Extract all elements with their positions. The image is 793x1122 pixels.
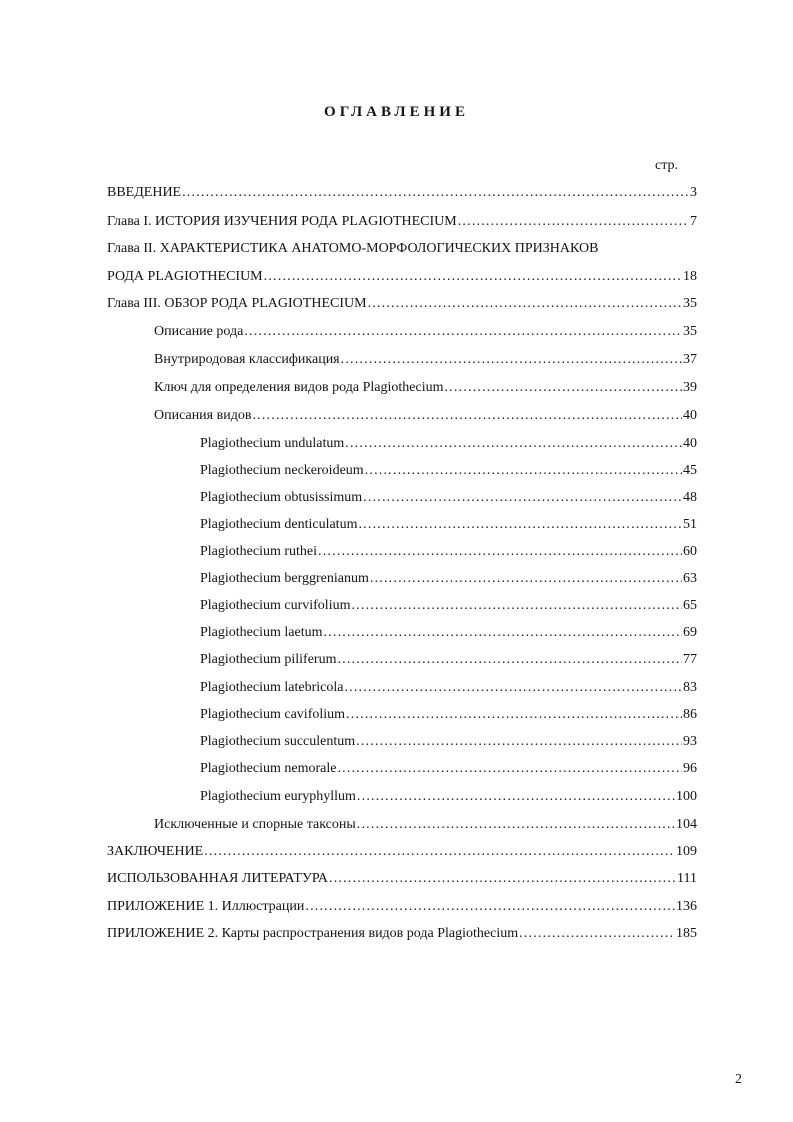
toc-entry [154,814,697,836]
toc-entry-page: 37 [683,352,697,367]
leader-dots [370,568,682,590]
leader-dots [337,758,682,780]
leader-dots [204,841,675,863]
toc-entry-page: 60 [683,544,697,559]
leader-dots [341,349,682,371]
toc-entry-title: Plagiothecium cavifolium [200,707,346,722]
page-number: 2 [735,1072,742,1087]
leader-dots [357,814,675,836]
leader-dots [444,377,682,399]
toc-entry-page: 51 [683,517,697,532]
toc-entry-page: 86 [683,707,697,722]
toc-entry-title: ИСПОЛЬЗОВАННАЯ ЛИТЕРАТУРА [107,871,328,886]
toc-entry [107,238,697,260]
toc-entry [200,514,697,536]
toc-entry [200,704,697,726]
page-title: ОГЛАВЛЕНИЕ [324,104,469,120]
toc-entry-page: 48 [683,490,697,505]
toc-entry [107,182,697,204]
leader-dots [329,868,676,890]
toc-entry-title: ЗАКЛЮЧЕНИЕ [107,844,204,859]
toc-entry-title: Глава I. ИСТОРИЯ ИЗУЧЕНИЯ РОДА PLAGIOTHECIUM [107,214,457,229]
toc-entry [200,731,697,753]
toc-entry-page: 63 [683,571,697,586]
toc-entry-page: 35 [683,296,697,311]
toc-entry-page: 7 [690,214,697,229]
toc-entry [107,868,697,890]
leader-dots [358,514,682,536]
toc-entry-title: Plagiothecium laetum [200,625,323,640]
leader-dots [344,677,682,699]
toc-entry [154,321,697,343]
toc-entry [200,649,697,671]
leader-dots [345,433,682,455]
leader-dots [519,923,675,945]
toc-entry-title: Plagiothecium undulatum [200,436,345,451]
leader-dots [244,321,682,343]
toc-entry-title: РОДА PLAGIOTHECIUM [107,269,263,284]
toc-entry [200,677,697,699]
toc-entry-page: 40 [683,436,697,451]
toc-entry-page: 96 [683,761,697,776]
toc-entry-title: Ключ для определения видов рода Plagiothecium [154,380,444,395]
leader-dots [264,266,682,288]
toc-entry-title: Plagiothecium piliferum [200,652,337,667]
leader-dots [458,211,689,233]
toc-entry-page: 109 [676,844,697,859]
toc-entry [200,786,697,808]
toc-entry [200,487,697,509]
leader-dots [323,622,682,644]
toc-entry-page: 93 [683,734,697,749]
toc-entry [154,349,697,371]
toc-entry [107,293,697,315]
leader-dots [368,293,682,315]
toc-entry-page: 40 [683,408,697,423]
toc-entry-title: Глава III. ОБЗОР РОДА PLAGIOTHECIUM [107,296,367,311]
toc-entry [200,595,697,617]
toc-entry-title: Исключенные и спорные таксоны [154,817,356,832]
leader-dots [356,731,682,753]
toc-entry-title: ПРИЛОЖЕНИЕ 2. Карты распространения видов рода Plagiothecium [107,926,519,941]
toc-entry [200,541,697,563]
toc-entry [200,622,697,644]
toc-entry [200,433,697,455]
toc-entry [200,758,697,780]
leader-dots [363,487,682,509]
toc-entry-title: Plagiothecium nemorale [200,761,337,776]
leader-dots [337,649,682,671]
toc-entry-title: Глава II. ХАРАКТЕРИСТИКА АНАТОМО-МОРФОЛОГИЧЕСКИХ ПРИЗНАКОВ [107,241,599,256]
leader-dots [252,405,682,427]
leader-dots [346,704,682,726]
toc-entry-page: 65 [683,598,697,613]
toc-entry-title: Plagiothecium denticulatum [200,517,358,532]
leader-dots [351,595,682,617]
toc-entry-title: Plagiothecium euryphyllum [200,789,356,804]
toc-entry [107,923,697,945]
toc-entry [107,896,697,918]
toc-entry [154,377,697,399]
leader-dots [357,786,675,808]
toc-entry-page: 69 [683,625,697,640]
toc-entry-title: Plagiothecium curvifolium [200,598,351,613]
toc-entry [154,405,697,427]
toc-entry-page: 185 [676,926,697,941]
toc-entry-title: ВВЕДЕНИЕ [107,185,182,200]
leader-dots [182,182,689,204]
toc-entry-page: 18 [683,269,697,284]
toc-entry-page: 111 [677,871,697,886]
page-column-label: стр. [655,158,679,173]
toc-entry [107,841,697,863]
toc-entry-title: Описание рода [154,324,244,339]
leader-dots [318,541,682,563]
toc-entry [200,568,697,590]
toc-entry-page: 104 [676,817,697,832]
toc-entry-page: 136 [676,899,697,914]
toc-entry-title: Plagiothecium berggrenianum [200,571,369,586]
toc-entry-title: Описания видов [154,408,252,423]
toc-entry-title: Plagiothecium neckeroideum [200,463,364,478]
toc-entry-page: 39 [683,380,697,395]
toc-entry-title: Plagiothecium latebricola [200,680,344,695]
toc-entry [107,266,697,288]
toc-entry-title: Plagiothecium succulentum [200,734,356,749]
toc-entry-page: 83 [683,680,697,695]
toc-entry [107,211,697,233]
toc-entry-page: 100 [676,789,697,804]
toc-entry [200,460,697,482]
toc-entry-page: 35 [683,324,697,339]
toc-entry-title: Plagiothecium ruthei [200,544,318,559]
toc-entry-title: ПРИЛОЖЕНИЕ 1. Иллюстрации [107,899,305,914]
toc-entry-page: 3 [690,185,697,200]
toc-entry-page: 77 [683,652,697,667]
leader-dots [365,460,682,482]
toc-entry-page: 45 [683,463,697,478]
toc-entry-title: Plagiothecium obtusissimum [200,490,363,505]
leader-dots [305,896,675,918]
toc-entry-title: Внутриродовая классификация [154,352,340,367]
